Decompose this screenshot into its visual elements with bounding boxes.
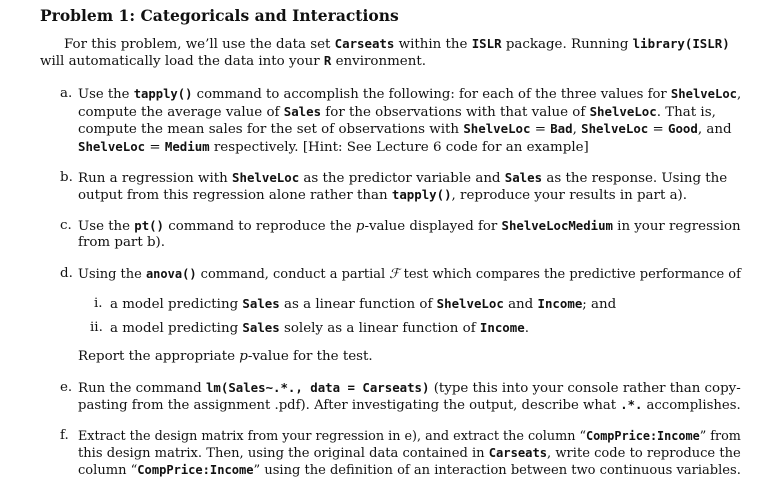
part-d-i-marker: i. [94, 296, 103, 311]
problem-title: Problem 1: Categoricals and Interactions [40, 6, 399, 25]
part-b-line-2: output from this regression alone rather than tapply(), reproduce your results in part a). [78, 187, 688, 203]
part-a-line-2: compute the average value of Sales for the observations with that value of ShelveLoc. That is, [78, 104, 716, 120]
part-b-line-1: Run a regression with ShelveLoc as the predictor variable and Sales as the response. Using the [78, 170, 728, 186]
part-d-marker: d. [60, 266, 73, 281]
part-a-line-4: ShelveLoc = Medium respectively. [Hint: See Lecture 6 code for an example] [78, 139, 589, 155]
part-e-line-1: Run the command lm(Sales~.*., data = Carseats) (type this into your console rather than copy- [78, 380, 741, 396]
part-d-ii-marker: ii. [90, 320, 103, 335]
part-d-line-1: Using the anova() command, conduct a partial ℱ test which compares the predictive performance of [78, 266, 741, 282]
part-a-line-3: compute the mean sales for the set of observations with ShelveLoc = Bad, ShelveLoc = Good, and [78, 121, 732, 137]
intro-line-1: For this problem, we’ll use the data set Carseats within the ISLR package. Running library(ISLR) [64, 36, 730, 52]
intro-line-2: will automatically load the data into your R environment. [40, 53, 426, 69]
part-c-line-2: from part b). [78, 235, 166, 250]
part-f-marker: f. [60, 428, 69, 443]
part-e-line-2: pasting from the assignment .pdf). After investigating the output, describe what .*. accomplishes. [78, 397, 741, 413]
part-b-marker: b. [60, 170, 73, 185]
part-d-ii-line: a model predicting Sales solely as a linear function of Income. [110, 320, 529, 336]
part-f-line-2: this design matrix. Then, using the original data contained in Carseats, write code to reproduce the [78, 445, 741, 461]
part-c-marker: c. [60, 218, 72, 233]
part-f-line-3: column “CompPrice:Income” using the definition of an interaction between two continuous variables. [78, 462, 741, 478]
part-a-marker: a. [60, 86, 73, 101]
part-c-line-1: Use the pt() command to reproduce the p-value displayed for ShelveLocMedium in your regression [78, 218, 741, 234]
part-d-report-line: Report the appropriate p-value for the test. [78, 349, 373, 364]
part-f-line-1: Extract the design matrix from your regression in e), and extract the column “CompPrice:Income” from [78, 428, 741, 444]
part-d-i-line: a model predicting Sales as a linear function of ShelveLoc and Income; and [110, 296, 617, 312]
part-e-marker: e. [60, 380, 73, 395]
part-a-line-1: Use the tapply() command to accomplish the following: for each of the three values for ShelveLoc, [78, 86, 742, 102]
